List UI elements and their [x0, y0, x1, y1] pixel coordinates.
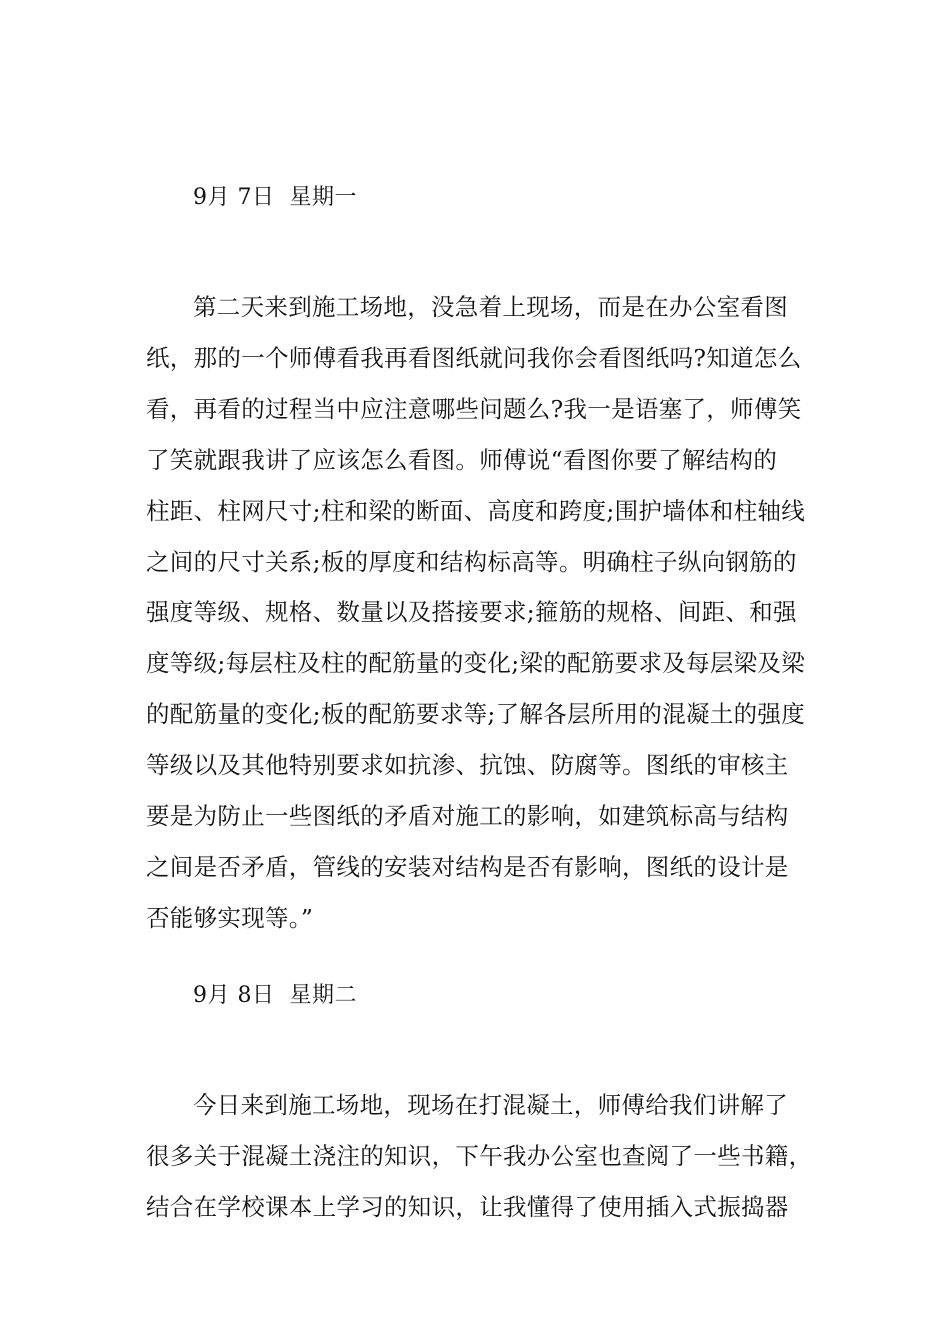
entry-paragraph	[146, 282, 818, 944]
paragraph-line: 很多关于混凝土浇注的知识，下午我办公室也查阅了一些书籍，	[146, 1141, 813, 1170]
paragraph-line: 第二天来到施工场地，没急着上现场，而是在办公室看图	[193, 293, 788, 321]
paragraph-line: 结合在学校课本上学习的知识，让我懂得了使用插入式振捣器	[146, 1192, 789, 1221]
paragraph-line: 看，再看的过程当中应注意哪些问题么?我一是语塞了，师傅笑	[146, 394, 802, 423]
paragraph-line: 柱距、柱网尺寸;柱和梁的断面、高度和跨度;围护墙体和柱轴线	[146, 496, 806, 525]
paragraph-line: 之间是否矛盾，管线的安装对结构是否有影响，图纸的设计是	[146, 852, 789, 881]
entry-paragraph	[146, 1080, 818, 1233]
paragraph-line: 等级以及其他特别要求如抗渗、抗蚀、防腐等。图纸的审核主	[146, 751, 789, 780]
paragraph-line: 了笑就跟我讲了应该怎么看图。师傅说“看图你要了解结构的	[146, 445, 778, 474]
paragraph-line: 强度等级、规格、数量以及搭接要求;箍筋的规格、间距、和强	[146, 598, 797, 627]
paragraph-line: 要是为防止一些图纸的矛盾对施工的影响，如建筑标高与结构	[146, 802, 789, 831]
paragraph-line: 否能够实现等。”	[146, 903, 314, 932]
paragraph-line: 的配筋量的变化;板的配筋要求等;了解各层所用的混凝土的强度	[146, 700, 806, 729]
paragraph-line: 今日来到施工场地，现场在打混凝土，师傅给我们讲解了	[193, 1091, 788, 1119]
entry-date: 9月 8日 星期二	[193, 983, 357, 1008]
paragraph-line: 度等级;每层柱及柱的配筋量的变化;梁的配筋要求及每层梁及梁	[146, 649, 806, 678]
paragraph-line: 纸，那的一个师傅看我再看图纸就问我你会看图纸吗?知道怎么	[146, 343, 802, 372]
entry-date: 9月 7日 星期一	[193, 185, 357, 210]
paragraph-line: 之间的尺寸关系;板的厚度和结构标高等。明确柱子纵向钢筋的	[146, 547, 797, 576]
